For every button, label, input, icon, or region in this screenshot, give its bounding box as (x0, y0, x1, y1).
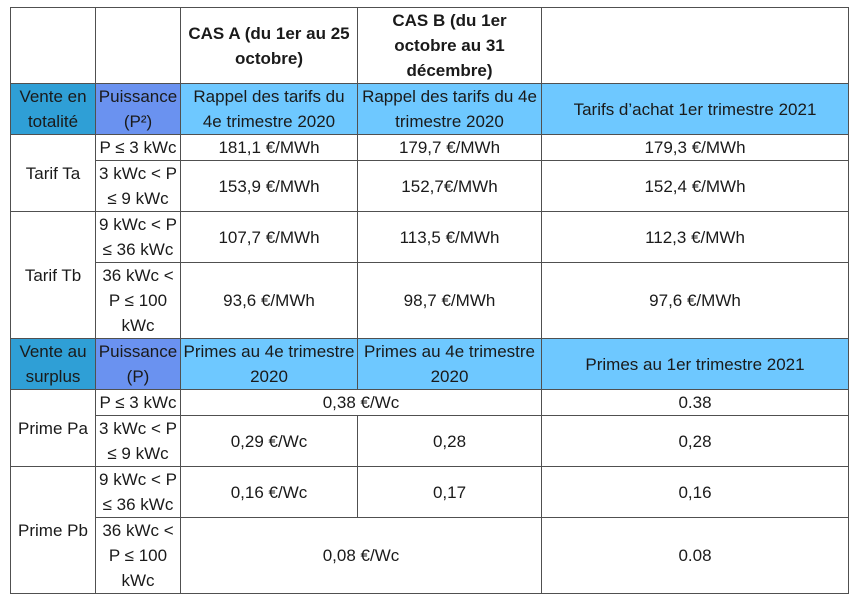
power-cell: 3 kWc < P ≤ 9 kWc (96, 416, 181, 467)
surplus-case-a-header: Primes au 4e trimestre 2020 (181, 339, 358, 390)
value-cell: 98,7 €/MWh (358, 263, 542, 339)
sale-case-a-header: Rappel des tarifs du 4e trimestre 2020 (181, 84, 358, 135)
table-row (11, 263, 849, 339)
power-cell: P ≤ 3 kWc (96, 390, 181, 416)
sale-section-label: Vente en totalité (11, 84, 96, 135)
table-row (11, 212, 849, 263)
value-cell: 93,6 €/MWh (181, 263, 358, 339)
header-case-a: CAS A (du 1er au 25 octobre) (181, 8, 358, 84)
value-cell: 179,3 €/MWh (542, 135, 849, 161)
table-row (11, 416, 849, 467)
value-cell: 0.08 (542, 518, 849, 594)
power-cell: 36 kWc < P ≤ 100 kWc (96, 518, 181, 594)
power-cell: 3 kWc < P ≤ 9 kWc (96, 161, 181, 212)
power-cell: 9 kWc < P ≤ 36 kWc (96, 212, 181, 263)
value-cell: 0,38 €/Wc (181, 390, 542, 416)
value-cell: 152,7€/MWh (358, 161, 542, 212)
sale-case-b-header: Rappel des tarifs du 4e trimestre 2020 (358, 84, 542, 135)
value-cell: 152,4 €/MWh (542, 161, 849, 212)
sale-section-row (11, 84, 849, 135)
header-empty-5 (542, 8, 849, 84)
power-cell: P ≤ 3 kWc (96, 135, 181, 161)
value-cell: 0,29 €/Wc (181, 416, 358, 467)
value-cell: 153,9 €/MWh (181, 161, 358, 212)
value-cell: 0,16 (542, 467, 849, 518)
tariff-table (10, 7, 849, 594)
surplus-section-label: Vente au surplus (11, 339, 96, 390)
power-cell: 9 kWc < P ≤ 36 kWc (96, 467, 181, 518)
table-row (11, 161, 849, 212)
prime-pb-label: Prime Pb (11, 467, 96, 594)
value-cell: 0.38 (542, 390, 849, 416)
sale-q1-header: Tarifs d’achat 1er trimestre 2021 (542, 84, 849, 135)
table-row (11, 467, 849, 518)
value-cell: 112,3 €/MWh (542, 212, 849, 263)
value-cell: 179,7 €/MWh (358, 135, 542, 161)
tarif-ta-label: Tarif Ta (11, 135, 96, 212)
value-cell: 97,6 €/MWh (542, 263, 849, 339)
table-row (11, 135, 849, 161)
value-cell: 0,28 (542, 416, 849, 467)
power-cell: 36 kWc < P ≤ 100 kWc (96, 263, 181, 339)
header-empty-2 (96, 8, 181, 84)
value-cell: 0,28 (358, 416, 542, 467)
tarif-tb-label: Tarif Tb (11, 212, 96, 339)
header-case-b: CAS B (du 1er octobre au 31 décembre) (358, 8, 542, 84)
surplus-power-header: Puissance (P) (96, 339, 181, 390)
surplus-case-b-header: Primes au 4e trimestre 2020 (358, 339, 542, 390)
header-row (11, 8, 849, 84)
value-cell: 0,08 €/Wc (181, 518, 542, 594)
table-row (11, 390, 849, 416)
value-cell: 0,17 (358, 467, 542, 518)
table-row (11, 518, 849, 594)
header-empty-1 (11, 8, 96, 84)
sale-power-header: Puissance (P²) (96, 84, 181, 135)
prime-pa-label: Prime Pa (11, 390, 96, 467)
value-cell: 113,5 €/MWh (358, 212, 542, 263)
value-cell: 181,1 €/MWh (181, 135, 358, 161)
surplus-q1-header: Primes au 1er trimestre 2021 (542, 339, 849, 390)
value-cell: 107,7 €/MWh (181, 212, 358, 263)
value-cell: 0,16 €/Wc (181, 467, 358, 518)
surplus-section-row (11, 339, 849, 390)
